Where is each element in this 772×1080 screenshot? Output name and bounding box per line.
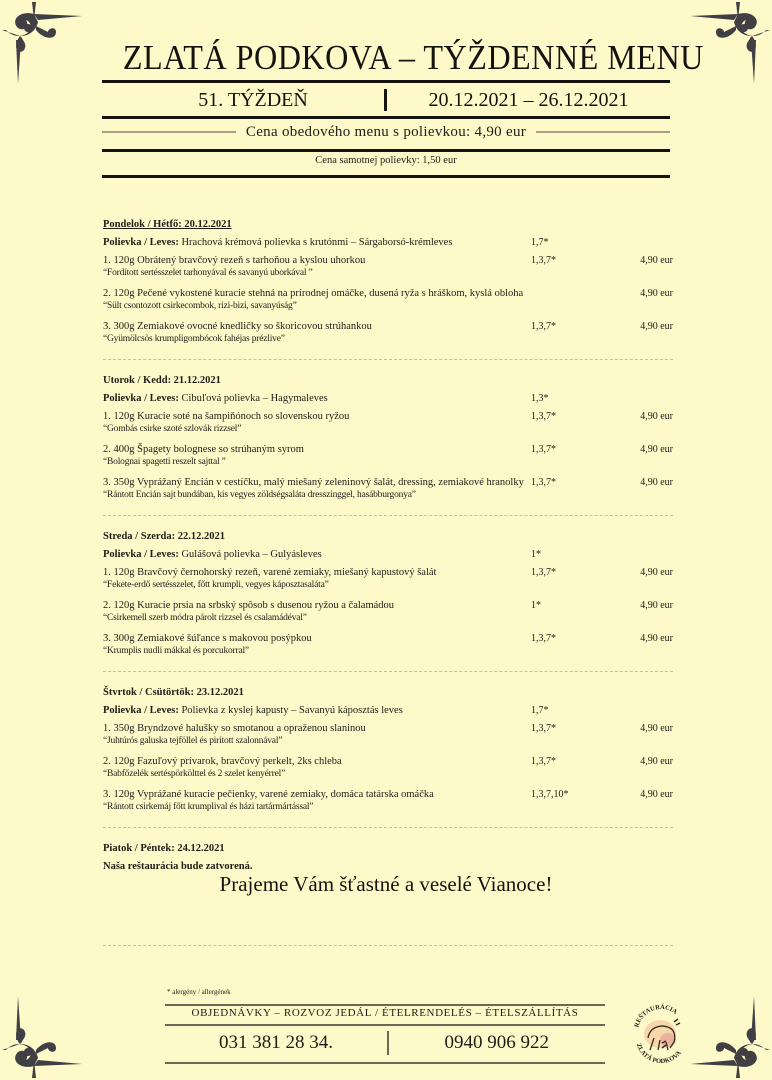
menu-item: [103, 410, 673, 441]
divider: [165, 1004, 605, 1006]
item-price: 4,90 eur: [640, 633, 673, 644]
menu-item: [103, 599, 673, 630]
soup-name: Hrachová krémová polievka s krutónmi – Sárgaborsó-krémleves: [181, 237, 453, 248]
allergen-codes: 1*: [531, 549, 541, 560]
item-price: 4,90 eur: [640, 567, 673, 578]
allergen-codes: 1,3,7*: [531, 321, 556, 332]
allergen-codes: 1,3,7,10*: [531, 789, 569, 800]
day-header: Utorok / Kedd: 21.12.2021: [103, 375, 221, 386]
allergen-codes: 1,3,7*: [531, 411, 556, 422]
dashed-divider: [103, 671, 673, 672]
divider: [102, 149, 670, 152]
allergen-codes: 1*: [531, 600, 541, 611]
day-header: Pondelok / Hétfő: 20.12.2021: [103, 219, 232, 230]
soup-row: [103, 546, 673, 564]
item-name: 3. 300g Zemiakové šúľance s makovou posýpkou: [103, 633, 312, 644]
item-name: 2. 120g Fazuľový prívarok, bravčový perkelt, 2ks chleba: [103, 756, 342, 767]
allergen-codes: 1,3,7*: [531, 255, 556, 266]
item-name-hu: “Gombás csirke szoté szlovák rizzsel”: [103, 424, 242, 434]
soup-price: Cena samotnej polievky: 1,50 eur: [315, 155, 457, 166]
item-price: 4,90 eur: [640, 789, 673, 800]
item-name: 1. 120g Obrátený bravčový rezeň s tarhoňou a kyslou uhorkou: [103, 255, 366, 266]
item-price: 4,90 eur: [640, 477, 673, 488]
soup-label: Polievka / Leves:: [103, 393, 179, 404]
orders-banner: OBJEDNÁVKY – ROZVOZ JEDÁL / ÉTELRENDELÉS – ÉTELSZÁLLÍTÁS: [191, 1007, 579, 1019]
menu-item: [103, 788, 673, 819]
item-name-hu: “Juhtúrós galuska tejföllel és pirított szalonnával”: [103, 736, 283, 746]
corner-ornament-icon: [682, 990, 772, 1080]
menu-item: [103, 254, 673, 285]
menu-item: [103, 443, 673, 474]
day-section-closed: [103, 841, 673, 874]
item-name-hu: “Csirkemell szerb módra párolt rizzsel és csalamádéval”: [103, 613, 307, 623]
item-name: 2. 120g Kuracie prsia na srbský spôsob s dusenou ryžou a čalamádou: [103, 600, 395, 611]
soup-label: Polievka / Leves:: [103, 237, 179, 248]
day-section: [103, 373, 673, 516]
item-name-hu: “Rántott csirkemáj főtt krumplival és házi tartármártással”: [103, 802, 314, 812]
item-price: 4,90 eur: [640, 411, 673, 422]
day-header: Štvrtok / Csütörtök: 23.12.2021: [103, 687, 244, 698]
menu-item: [103, 755, 673, 786]
restaurant-logo: [630, 998, 692, 1064]
item-name-hu: “Rántott Encián sajt bundában, kis vegyes zöldségsaláta dresszinggel, hasábburgonya”: [103, 490, 416, 500]
allergen-codes: 1,3*: [531, 393, 549, 404]
dashed-divider: [103, 827, 673, 828]
soup-row: [103, 234, 673, 252]
allergen-codes: 1,3,7*: [531, 567, 556, 578]
menu-price: Cena obedového menu s polievkou: 4,90 eur: [245, 123, 527, 140]
item-name-hu: “Fekete-erdő sertésszelet, főtt krumpli, vegyes káposztasaláta”: [103, 580, 329, 590]
item-name-hu: “Bolognai spagetti reszelt sajttal ”: [103, 457, 226, 467]
day-header: Piatok / Péntek: 24.12.2021: [103, 843, 225, 854]
item-price: 4,90 eur: [640, 321, 673, 332]
item-name: 1. 120g Kuracie soté na šampiňónoch so slovenskou ryžou: [103, 411, 350, 422]
item-name-hu: “Gyümölcsös krumpligombócok fahéjas prézlive”: [103, 334, 285, 344]
divider: [102, 80, 670, 83]
corner-ornament-icon: [0, 0, 90, 90]
divider: [165, 1062, 605, 1064]
item-name-hu: “Sült csontozott csirkecombok, rizi-bizi, savanyúság”: [103, 301, 297, 311]
soup-name: Gulášová polievka – Gulyásleves: [181, 549, 322, 560]
dashed-divider: [103, 945, 673, 946]
menu-item: [103, 320, 673, 351]
item-price: 4,90 eur: [640, 600, 673, 611]
item-price: 4,90 eur: [640, 723, 673, 734]
corner-ornament-icon: [0, 990, 90, 1080]
item-price: 4,90 eur: [640, 444, 673, 455]
allergen-codes: 1,3,7*: [531, 444, 556, 455]
week-number: 51. TÝŽDEŇ: [198, 88, 308, 111]
menu-item: [103, 722, 673, 753]
menu-item: [103, 632, 673, 663]
item-price: 4,90 eur: [640, 255, 673, 266]
divider: [536, 131, 670, 133]
allergen-footnote: * alergény / allergének: [167, 988, 231, 996]
soup-row: [103, 702, 673, 720]
soup-label: Polievka / Leves:: [103, 705, 179, 716]
soup-name: Polievka z kyslej kapusty – Savanyú káposztás leves: [181, 705, 403, 716]
menu-content: [103, 217, 673, 874]
page-title: ZLATÁ PODKOVA – TÝŽDENNÉ MENU: [122, 38, 704, 77]
allergen-codes: 1,3,7*: [531, 723, 556, 734]
divider: [102, 116, 670, 119]
date-range: 20.12.2021 – 26.12.2021: [428, 88, 629, 111]
item-name: 1. 120g Bravčový černohorský rezeň, varené zemiaky, miešaný kapustový šalát: [103, 567, 437, 578]
svg-text:ZLATÁ PODKOVA: ZLATÁ PODKOVA: [634, 1042, 683, 1064]
item-name-hu: “Babfőzelék sertéspörkölttel és 2 szelet kenyérrel”: [103, 769, 286, 779]
menu-item: [103, 287, 673, 318]
item-name-hu: “Krumplis nudli mákkal és porcukorral”: [103, 646, 249, 656]
soup-row: [103, 390, 673, 408]
day-header: Streda / Szerda: 22.12.2021: [103, 531, 226, 542]
item-price: 4,90 eur: [640, 288, 673, 299]
menu-price-banner: [102, 121, 670, 143]
item-name: 3. 120g Vyprážané kuracie pečienky, varené zemiaky, domáca tatárska omáčka: [103, 789, 434, 800]
christmas-greeting: Prajeme Vám šťastné a veselé Vianoce!: [219, 872, 553, 896]
divider: [165, 1024, 605, 1026]
item-name: 3. 350g Vyprážaný Encián v cestíčku, malý miešaný zeleninový šalát, dressing, zemiakové hranolky: [103, 477, 524, 488]
soup-name: Cibuľová polievka – Hagymaleves: [181, 393, 328, 404]
allergen-codes: 1,3,7*: [531, 756, 556, 767]
phone-mobile[interactable]: 0940 906 922: [444, 1032, 549, 1053]
item-name-hu: “Fordított sertésszelet tarhonyával és savanyú uborkával ”: [103, 268, 313, 278]
divider: [102, 131, 236, 133]
phone-landline[interactable]: 031 381 28 34.: [219, 1032, 333, 1053]
item-name: 3. 300g Zemiakové ovocné knedličky so škoricovou strúhankou: [103, 321, 372, 332]
day-section: [103, 529, 673, 672]
item-name: 2. 400g Špagety bolognese so strúhaným syrom: [103, 444, 304, 455]
item-price: 4,90 eur: [640, 756, 673, 767]
item-name: 1. 350g Bryndzové halušky so smotanou a opraženou slaninou: [103, 723, 366, 734]
dashed-divider: [103, 359, 673, 360]
day-section: [103, 685, 673, 828]
week-row: [102, 85, 670, 115]
soup-label: Polievka / Leves:: [103, 549, 179, 560]
closed-notice: Naša reštaurácia bude zatvorená.: [103, 861, 253, 872]
menu-item: [103, 566, 673, 597]
menu-item: [103, 476, 673, 507]
allergen-codes: 1,3,7*: [531, 633, 556, 644]
day-section: [103, 217, 673, 360]
allergen-codes: 1,3,7*: [531, 477, 556, 488]
dashed-divider: [103, 515, 673, 516]
divider: [102, 175, 670, 178]
svg-text:REŠTAURÁCIA: REŠTAURÁCIA: [633, 1003, 679, 1029]
item-name: 2. 120g Pečené vykostené kuracie stehná na prírodnej omáčke, dusená ryža s hráškom, kyslá obloha: [103, 288, 524, 299]
phone-row: [165, 1030, 605, 1056]
allergen-codes: 1,7*: [531, 705, 549, 716]
allergen-codes: 1,7*: [531, 237, 549, 248]
